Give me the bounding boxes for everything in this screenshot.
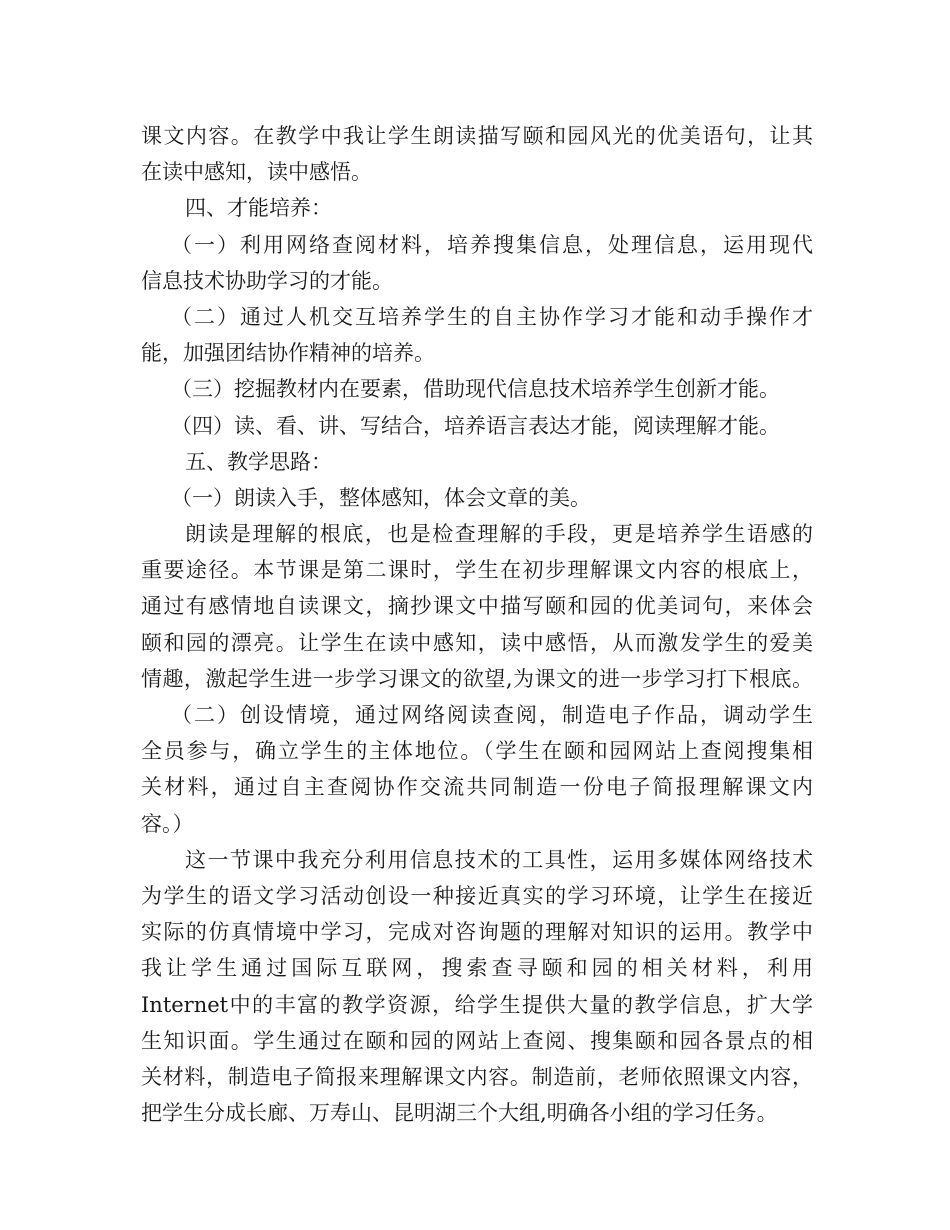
text-line-1: 课文内容。在教学中我让学生朗读描写颐和园风光的优美语句，让其 — [141, 124, 813, 148]
text-line-22: 为学生的语文学习活动创设一种接近真实的学习环境，让学生在接近 — [141, 883, 813, 908]
text-line-7: 能，加强团结协作精神的培养。 — [141, 341, 435, 366]
text-line-21: 这一节课中我充分利用信息技术的工具性，运用多媒体网络技术 — [185, 847, 813, 872]
text-line-28: 把学生分成长廊、万寿山、昆明湖三个大组,明确各小组的学习任务。 — [141, 1101, 778, 1126]
text-line-16: 情趣，激起学生进一步学习课文的欲望,为课文的进一步学习打下根底。 — [141, 666, 813, 691]
text-line-5: 信息技术协助学习的才能。 — [141, 268, 393, 293]
text-line-11: （一）朗读入手，整体感知，体会文章的美。 — [171, 485, 591, 510]
text-line-25: Internet中的丰富的教学资源，给学生提供大量的教学信息，扩大学 — [141, 992, 813, 1017]
section-heading-approach: 五、教学思路： — [185, 449, 332, 474]
text-line-27: 关材料，制造电子简报来理解课文内容。制造前，老师依照课文内容， — [141, 1064, 813, 1089]
text-line-14: 通过有感情地自读课文，摘抄课文中描写颐和园的优美词句，来体会 — [141, 594, 813, 619]
text-line-20: 容。） — [141, 811, 194, 836]
text-line-13: 重要途径。本节课是第二课时，学生在初步理解课文内容的根底上， — [141, 558, 813, 583]
text-line-12: 朗读是理解的根底，也是检查理解的手段，更是培养学生语感的 — [185, 522, 813, 547]
text-line-9: （四）读、看、讲、写结合，培养语言表达才能，阅读理解才能。 — [171, 413, 780, 438]
text-line-8: （三）挖掘教材内在要素，借助现代信息技术培养学生创新才能。 — [171, 377, 780, 402]
document-body — [141, 118, 813, 1131]
text-line-18: 全员参与，确立学生的主体地位。（学生在颐和园网站上查阅搜集相 — [141, 739, 813, 764]
text-line-24: 我让学生通过国际互联网，搜索查寻颐和园的相关材料，利用 — [141, 956, 813, 981]
text-line-4: （一）利用网络查阅材料，培养搜集信息，处理信息，运用现代 — [171, 232, 813, 257]
text-line-19: 关材料，通过自主查阅协作交流共同制造一份电子简报理解课文内 — [141, 775, 813, 800]
text-line-17: （二）创设情境，通过网络阅读查阅，制造电子作品，调动学生 — [171, 703, 813, 727]
section-heading-abilities: 四、才能培养： — [185, 196, 332, 221]
text-line-23: 实际的仿真情境中学习，完成对咨询题的理解对知识的运用。教学中 — [141, 920, 813, 945]
text-line-26: 生知识面。学生通过在颐和园的网站上查阅、搜集颐和园各景点的相 — [141, 1028, 813, 1053]
text-line-15: 颐和园的漂亮。让学生在读中感知，读中感悟，从而激发学生的爱美 — [141, 630, 813, 655]
text-line-2: 在读中感知，读中感悟。 — [141, 160, 372, 185]
text-line-6: （二）通过人机交互培养学生的自主协作学习才能和动手操作才 — [171, 304, 813, 329]
